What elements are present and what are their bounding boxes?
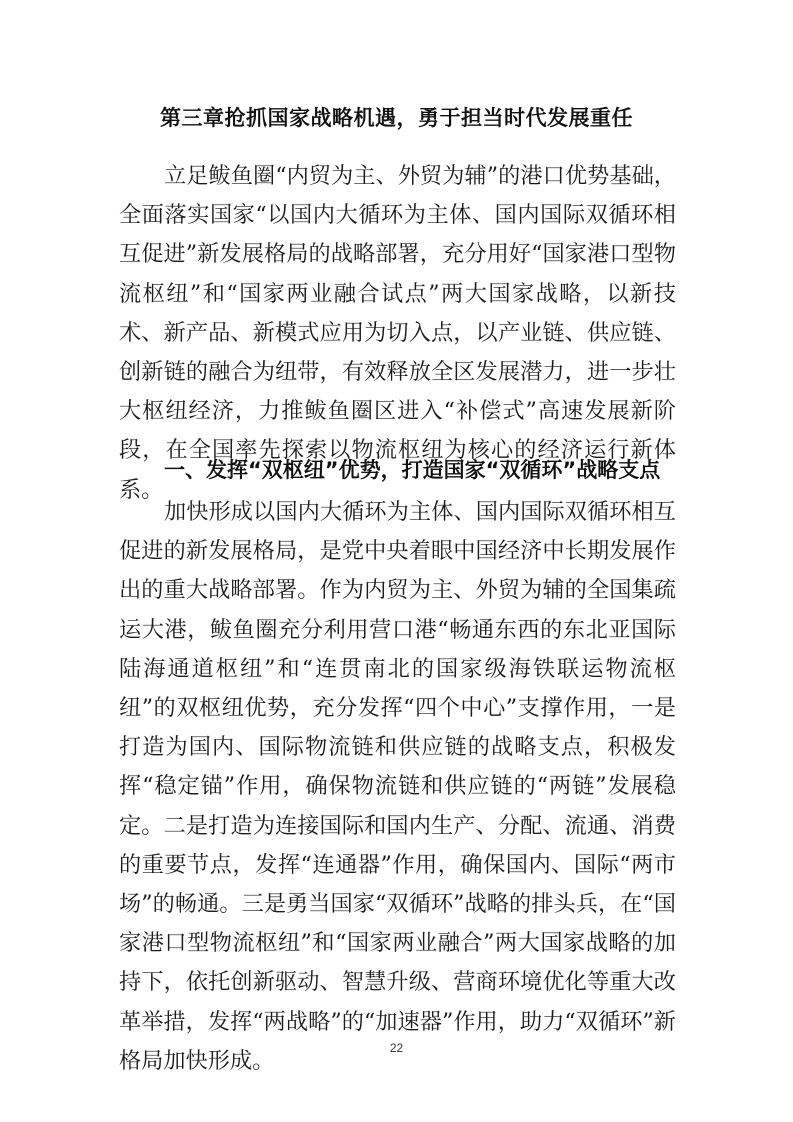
section-paragraph: 加快形成以国内大循环为主体、国内国际双循环相互促进的新发展格局，是党中央着眼中国经济中长期发展作出的重大战略部署。作为内贸为主、外贸为辅的全国集疏运大港，鲅鱼圈充分利用营口港“畅通东西的东北亚国际陆海通道枢纽”和“连贯南北的国家级海铁联运物流枢纽”的双枢纽优势，充分发挥“四个中心”支撑作用，一是打造为国内、国际物流链和供应链的战略支点，积极发挥“稳定锚”作用，确保物流链和供应链的“两链”发展稳定。二是打造为连接国际和国内生产、分配、流通、消费的重要节点，发挥“连通器”作用，确保国内、国际“两市场”的畅通。三是勇当国家“双循环”战略的排头兵，在“国家港口型物流枢纽”和“国家两业融合”两大国家战略的加持下，依托创新驱动、智慧升级、营商环境优化等重大改革举措，发挥“两战略”的“加速器”作用，助力“双循环”新格局加快形成。 <box>119 499 676 1074</box>
chapter-title: 第三章抢抓国家战略机遇，勇于担当时代发展重任 <box>160 106 633 130</box>
page-number: 22 <box>389 1041 404 1055</box>
section-heading: 一、发挥“双枢纽”优势，打造国家“双循环”战略支点 <box>164 458 661 482</box>
intro-paragraph: 立足鲅鱼圈“内贸为主、外贸为辅”的港口优势基础，全面落实国家“以国内大循环为主体、国内国际双循环相互促进”新发展格局的战略部署，充分用好“国家港口型物流枢纽”和“国家两业融合试点”两大国家战略，以新技术、新产品、新模式应用为切入点，以产业链、供应链、创新链的融合为纽带，有效释放全区发展潜力，进一步壮大枢纽经济，力推鲅鱼圈区进入“补偿式”高速发展新阶段，在全国率先探索以物流枢纽为核心的经济运行新体系。 <box>119 163 676 503</box>
